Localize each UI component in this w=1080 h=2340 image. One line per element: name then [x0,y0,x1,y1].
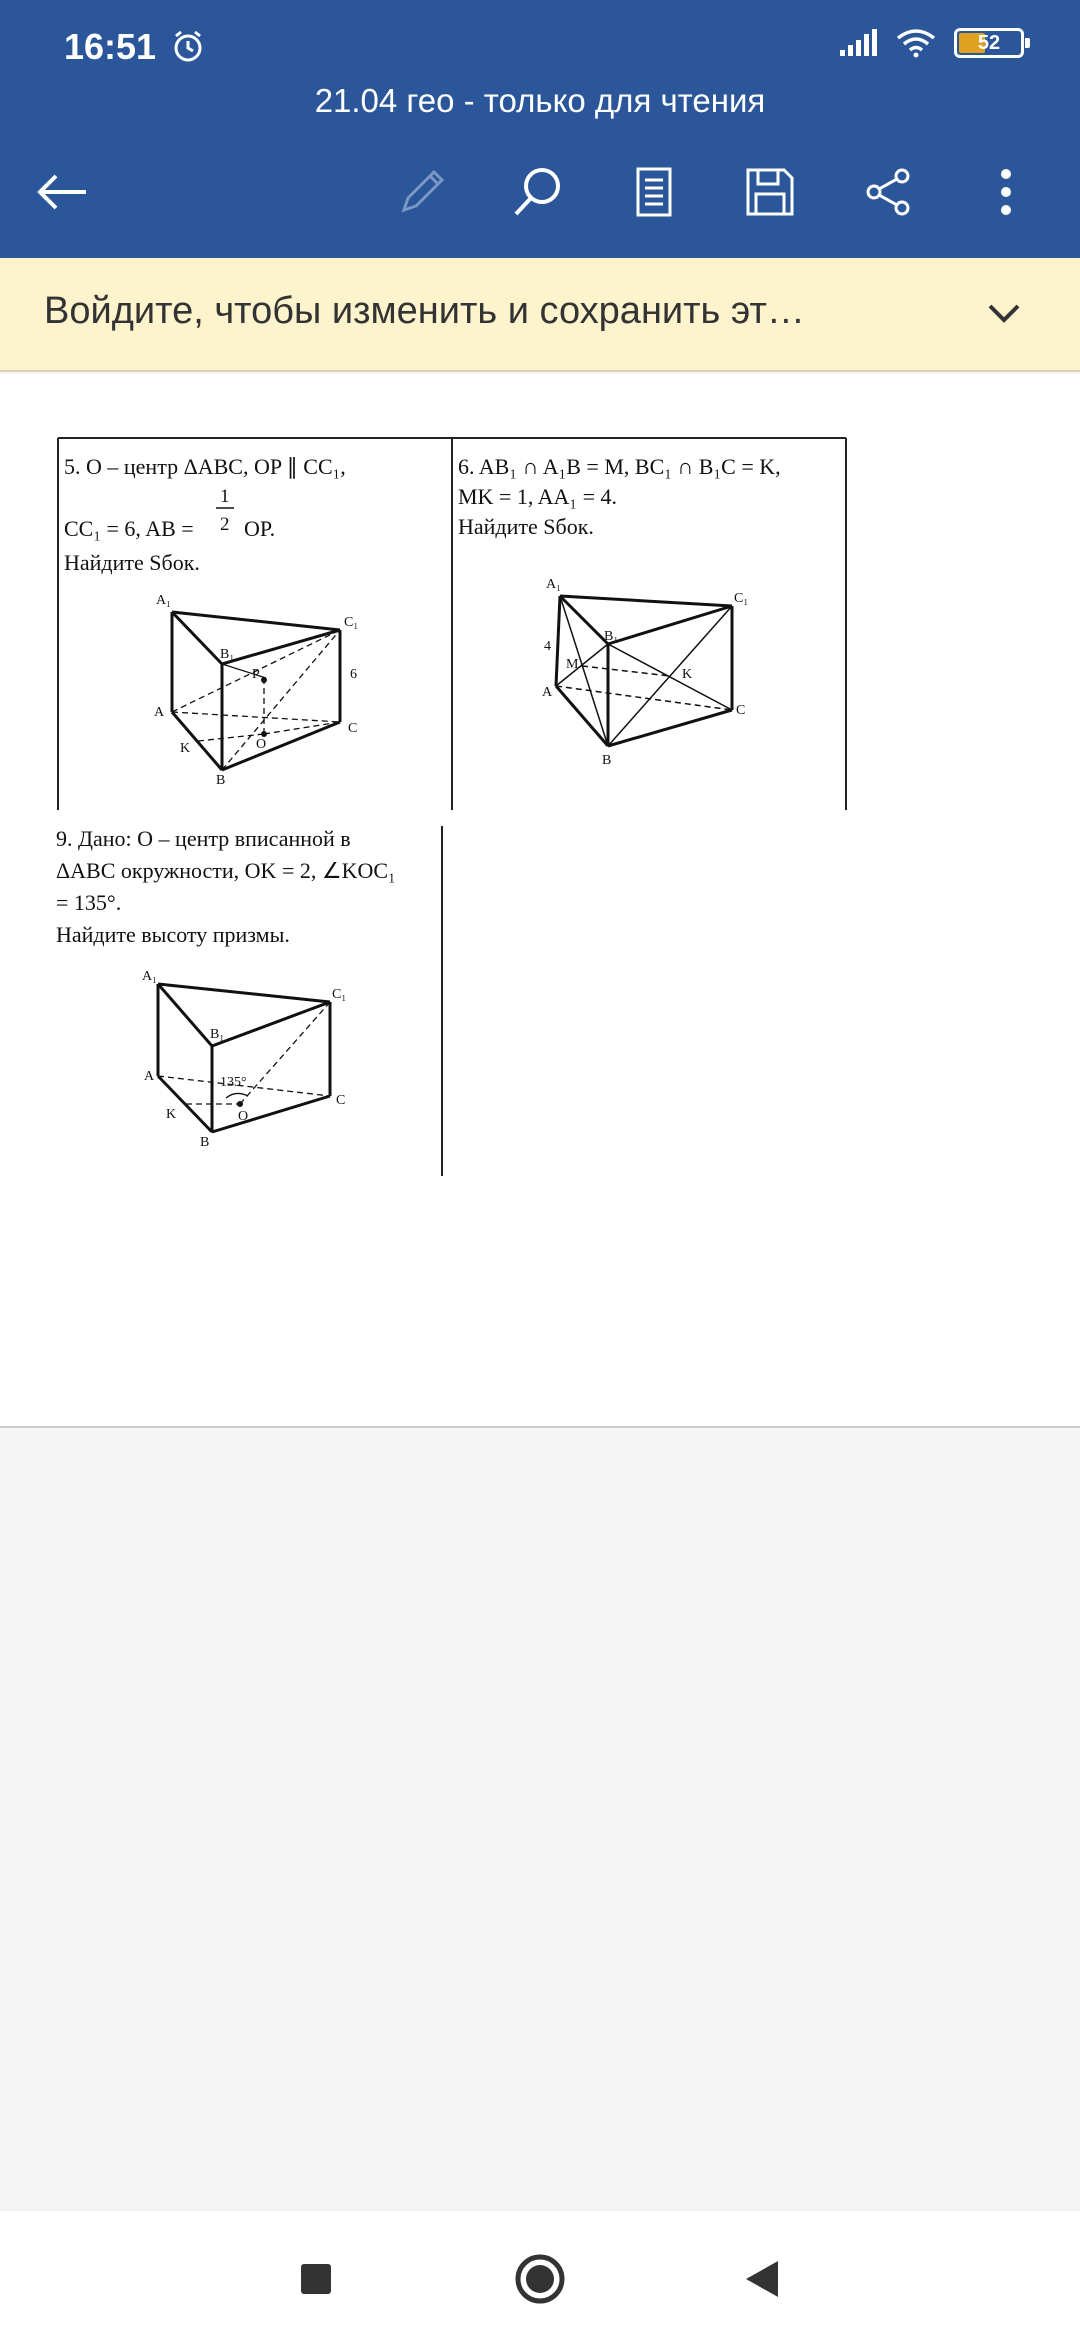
label-six: 6 [350,667,357,682]
share-icon [862,166,914,218]
document-content [0,374,1080,1428]
label-b: B [602,753,612,768]
label-a1: A₁ [142,969,157,984]
label-c: C [336,1093,346,1108]
label-k: K [166,1107,177,1122]
fraction-denominator: 2 [220,514,230,535]
more-vert-icon [996,166,1016,218]
label-a: A [144,1069,155,1084]
label-a1: A₁ [156,593,171,608]
problem-6 [458,454,781,768]
problem6-line1: 6. AB₁ ∩ A₁B = M, BC₁ ∩ B₁C = K, [458,454,781,479]
circle-icon [512,2251,568,2307]
label-c1: C₁ [332,987,347,1002]
back-arrow-icon [34,172,90,212]
label-p: P [252,667,260,682]
prism-figure-6 [556,596,732,746]
back-nav-button[interactable] [732,2249,792,2309]
problem6-line2: MK = 1, AA₁ = 4. [458,484,617,509]
status-time: 16:51 [64,26,157,67]
more-options-button[interactable] [964,150,1048,234]
pencil-icon [396,166,448,218]
home-button[interactable] [510,2249,570,2309]
edit-button[interactable] [380,150,464,234]
battery-level: 52 [977,31,1001,54]
app-header [0,0,1080,258]
label-a1: A₁ [546,577,561,592]
label-c1: C₁ [734,591,749,606]
label-k: K [180,741,191,756]
label-four: 4 [544,639,551,654]
label-b1: B₁ [210,1027,225,1042]
label-b: B [216,773,226,788]
share-button[interactable] [846,150,930,234]
label-a: A [154,705,165,720]
battery-icon [954,28,1024,58]
chevron-down-icon[interactable] [982,292,1026,341]
problem5-line2b: OP. [244,516,276,541]
label-o: O [238,1109,249,1124]
problem5-line3: Найдите Sбок. [64,550,200,575]
problem-9 [56,826,396,1150]
problem6-line3: Найдите Sбок. [458,514,594,539]
label-angle: 135° [220,1075,247,1090]
problem9-line3: = 135°. [56,890,122,915]
status-icons [838,28,1024,58]
label-k: K [682,667,693,682]
toolbar [0,150,1080,234]
problem5-line1: 5. O – центр ΔABC, OP ∥ CC₁, [64,454,346,479]
save-icon [744,166,796,218]
sign-in-banner[interactable] [0,258,1080,372]
label-b: B [200,1135,210,1150]
reading-view-icon [634,166,674,218]
system-navigation-bar [0,2210,1080,2340]
alarm-icon [170,28,206,69]
label-b1: B₁ [604,629,619,644]
search-icon [510,164,566,220]
save-button[interactable] [728,150,812,234]
document-page [0,374,1080,1428]
label-o: O [256,737,267,752]
label-c: C [348,721,358,736]
problem9-line1: 9. Дано: O – центр вписанной в [56,826,351,851]
reading-view-button[interactable] [612,150,696,234]
problem9-line2: ΔABC окружности, OK = 2, ∠KOC₁ [56,858,396,883]
recents-button[interactable] [286,2249,346,2309]
signal-icon [838,28,878,58]
problem9-line4: Найдите высоту призмы. [56,922,290,947]
label-a: A [542,685,553,700]
banner-text: Войдите, чтобы изменить и сохранить эт… [44,290,805,332]
label-m: M [566,657,579,672]
table-borders [58,438,846,1176]
triangle-back-icon [742,2257,782,2301]
label-c: C [736,703,746,718]
problem5-line2a: CC₁ = 6, AB = [64,516,194,541]
problem-5 [64,454,358,788]
square-icon [298,2261,334,2297]
label-c1: C₁ [344,615,359,630]
back-button[interactable] [20,150,104,234]
wifi-icon [896,28,936,58]
document-title: 21.04 гео - только для чтения [314,82,766,119]
search-button[interactable] [496,150,580,234]
label-b1: B₁ [220,647,235,662]
fraction-numerator: 1 [220,486,230,507]
